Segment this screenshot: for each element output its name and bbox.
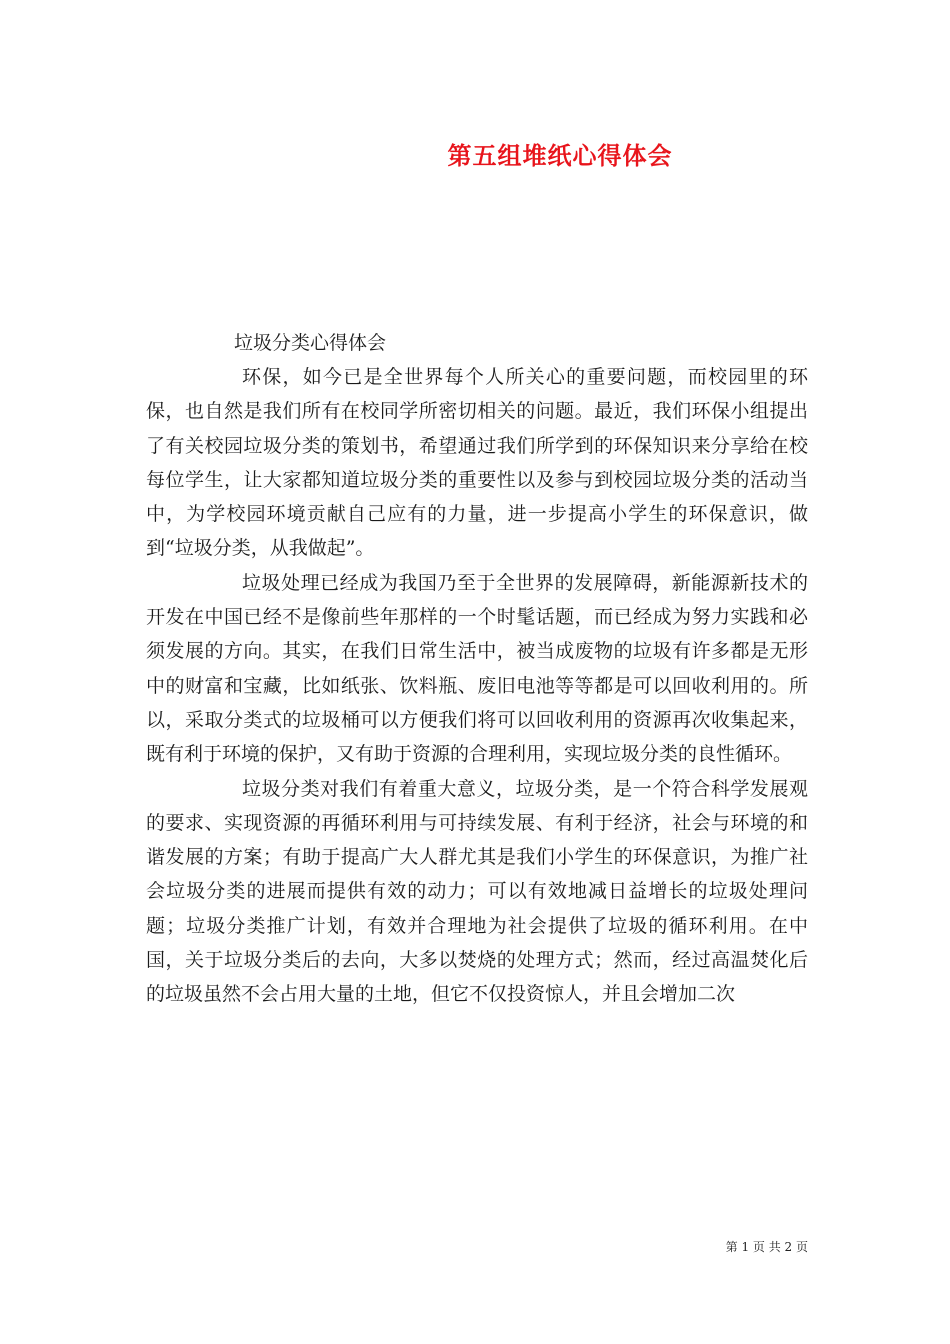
paragraph: 垃圾处理已经成为我国乃至于全世界的发展障碍，新能源新技术的开发在中国已经不是像前些年那样的一个时髦话题，而已经成为努力实践和必须发展的方向。其实，在我们日常生活中，被当成废物的垃圾有许多都是无形中的财富和宝藏，比如纸张、饮料瓶、废旧电池等等都是可以回收利用的。所以，采取分类式的垃圾桶可以方便我们将可以回收利用的资源再次收集起来，既有利于环境的保护，又有助于资源的合理利用，实现垃圾分类的良性循环。 [146, 571, 808, 766]
document-subtitle: 垃圾分类心得体会 [234, 332, 387, 354]
document-body [146, 360, 808, 1012]
page-footer: 第 1 页 共 2 页 [725, 1240, 808, 1254]
paragraph: 垃圾分类对我们有着重大意义，垃圾分类，是一个符合科学发展观的要求、实现资源的再循环利用与可持续发展、有利于经济，社会与环境的和谐发展的方案；有助于提高广大人群尤其是我们小学生的环保意识，为推广社会垃圾分类的进展而提供有效的动力；可以有效地减日益增长的垃圾处理问题；垃圾分类推广计划，有效并合理地为社会提供了垃圾的循环利用。在中国，关于垃圾分类后的去向，大多以焚烧的处理方式；然而，经过高温焚化后的垃圾虽然不会占用大量的土地，但它不仅投资惊人，并且会增加二次 [146, 777, 808, 1006]
document-title: 第五组堆纸心得体会 [447, 141, 673, 170]
paragraph: 环保，如今已是全世界每个人所关心的重要问题，而校园里的环保，也自然是我们所有在校同学所密切相关的问题。最近，我们环保小组提出了有关校园垃圾分类的策划书，希望通过我们所学到的环保知识来分享给在校每位学生，让大家都知道垃圾分类的重要性以及参与到校园垃圾分类的活动当中，为学校园环境贡献自己应有的力量，进一步提高小学生的环保意识，做到“垃圾分类，从我做起”。 [146, 366, 808, 560]
